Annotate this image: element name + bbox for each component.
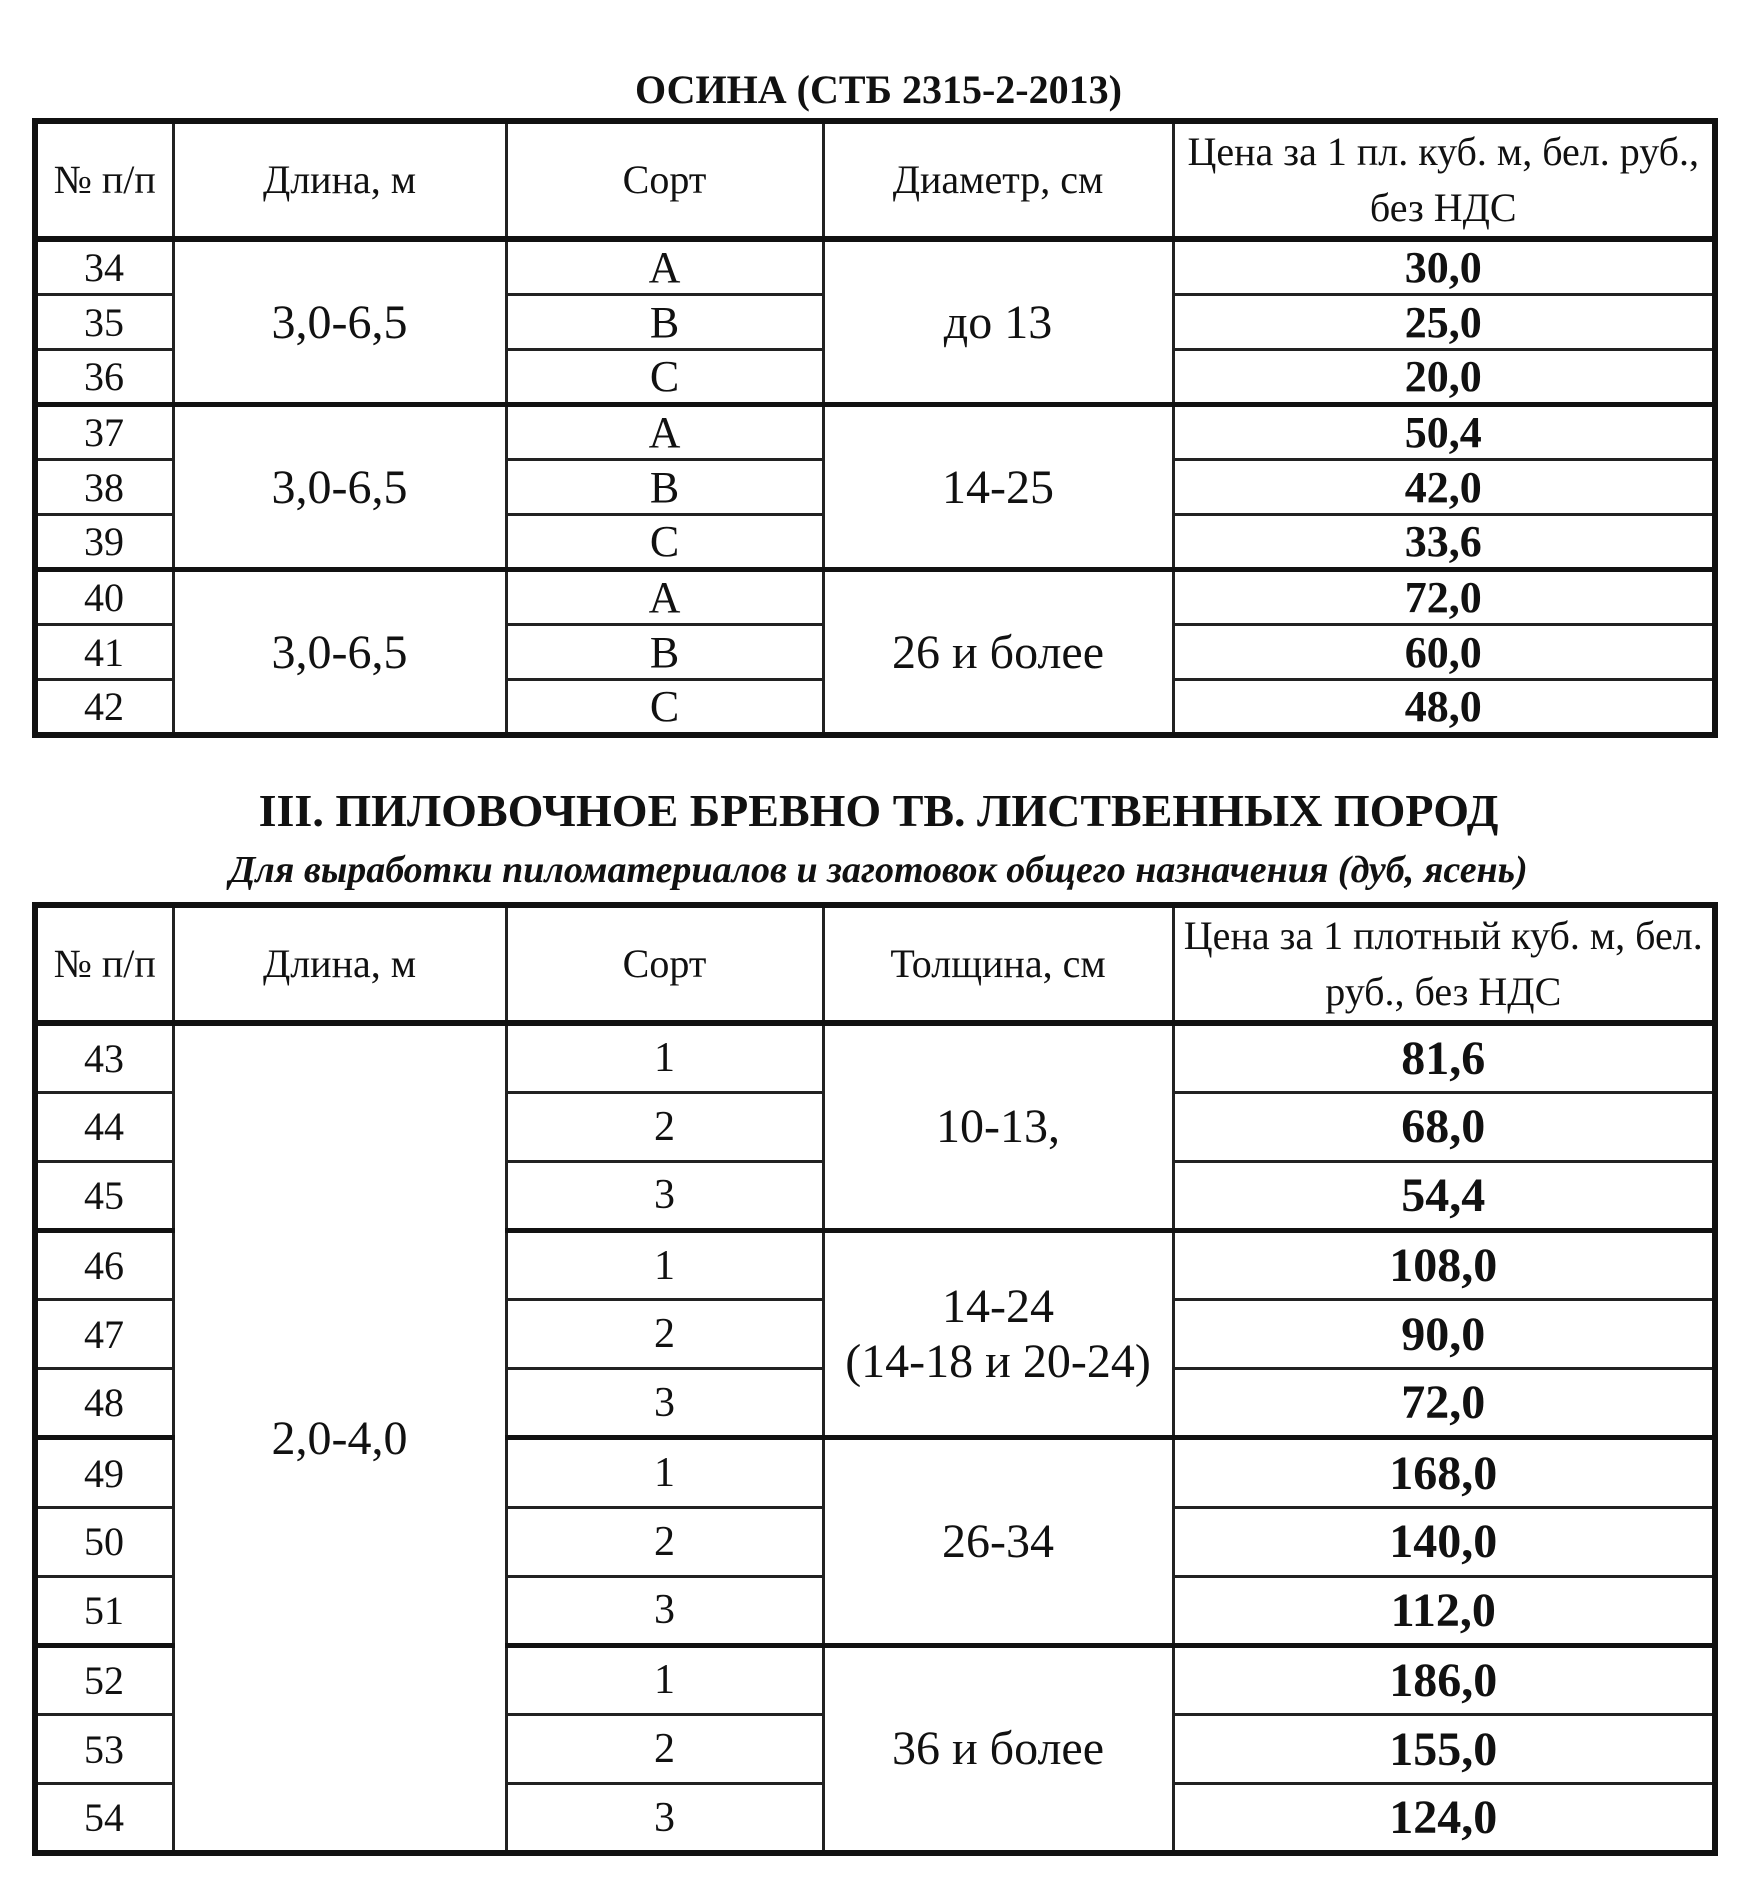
row-number: 42 <box>35 680 173 736</box>
diameter-cell: 14-25 <box>823 405 1173 570</box>
grade-cell: 1 <box>506 1645 823 1714</box>
row-number: 40 <box>35 570 173 625</box>
price-cell: 54,4 <box>1173 1161 1715 1230</box>
row-number: 34 <box>35 239 173 295</box>
header-diameter: Диаметр, см <box>823 121 1173 239</box>
diameter-cell: 26 и более <box>823 570 1173 736</box>
row-number: 45 <box>35 1161 173 1230</box>
thickness-subrange: (14-18 и 20-24) <box>845 1335 1151 1389</box>
price-cell: 72,0 <box>1173 1369 1715 1438</box>
header-num: № п/п <box>35 121 173 239</box>
price-cell: 30,0 <box>1173 239 1715 295</box>
price-cell: 186,0 <box>1173 1645 1715 1714</box>
grade-cell: B <box>506 625 823 680</box>
price-cell: 72,0 <box>1173 570 1715 625</box>
row-number: 37 <box>35 405 173 460</box>
grade-cell: C <box>506 515 823 570</box>
price-cell: 68,0 <box>1173 1092 1715 1161</box>
grade-cell: A <box>506 239 823 295</box>
grade-cell: C <box>506 350 823 405</box>
grade-cell: 2 <box>506 1092 823 1161</box>
row-number: 51 <box>35 1576 173 1645</box>
price-cell: 168,0 <box>1173 1438 1715 1507</box>
price-cell: 25,0 <box>1173 295 1715 350</box>
row-number: 35 <box>35 295 173 350</box>
header-price: Цена за 1 пл. куб. м, бел. руб., без НДС <box>1173 121 1715 239</box>
price-cell: 124,0 <box>1173 1784 1715 1853</box>
thickness-cell: 36 и более <box>823 1645 1173 1853</box>
price-cell: 108,0 <box>1173 1230 1715 1299</box>
grade-cell: A <box>506 405 823 460</box>
row-number: 36 <box>35 350 173 405</box>
header-grade: Сорт <box>506 905 823 1023</box>
hardwood-sawlog-price-table <box>32 902 1718 1856</box>
price-cell: 112,0 <box>1173 1576 1715 1645</box>
length-cell: 2,0-4,0 <box>173 1023 506 1853</box>
length-cell: 3,0-6,5 <box>173 405 506 570</box>
grade-cell: 2 <box>506 1300 823 1369</box>
row-number: 44 <box>35 1092 173 1161</box>
grade-cell: 2 <box>506 1715 823 1784</box>
grade-cell: B <box>506 295 823 350</box>
price-cell: 33,6 <box>1173 515 1715 570</box>
header-price: Цена за 1 плотный куб. м, бел. руб., без НДС <box>1173 905 1715 1023</box>
table-header-row <box>35 121 1715 239</box>
price-cell: 50,4 <box>1173 405 1715 460</box>
thickness-range: 14-24 <box>942 1280 1054 1334</box>
price-cell: 155,0 <box>1173 1715 1715 1784</box>
price-cell: 42,0 <box>1173 460 1715 515</box>
price-cell: 81,6 <box>1173 1023 1715 1092</box>
grade-cell: 1 <box>506 1023 823 1092</box>
table2-title: III. ПИЛОВОЧНОЕ БРЕВНО ТВ. ЛИСТВЕННЫХ ПОРОД <box>258 785 1499 836</box>
diameter-cell: до 13 <box>823 239 1173 405</box>
grade-cell: 1 <box>506 1438 823 1507</box>
grade-cell: C <box>506 680 823 736</box>
thickness-cell: 26-34 <box>823 1438 1173 1645</box>
grade-cell: 3 <box>506 1576 823 1645</box>
table-row <box>35 1023 1715 1092</box>
row-number: 49 <box>35 1438 173 1507</box>
grade-cell: A <box>506 570 823 625</box>
price-cell: 140,0 <box>1173 1507 1715 1576</box>
thickness-cell: 10-13, <box>823 1023 1173 1230</box>
header-length: Длина, м <box>173 121 506 239</box>
grade-cell: 3 <box>506 1369 823 1438</box>
price-cell: 20,0 <box>1173 350 1715 405</box>
row-number: 52 <box>35 1645 173 1714</box>
grade-cell: 3 <box>506 1784 823 1853</box>
price-cell: 48,0 <box>1173 680 1715 736</box>
price-cell: 60,0 <box>1173 625 1715 680</box>
table-row <box>35 570 1715 625</box>
length-cell: 3,0-6,5 <box>173 239 506 405</box>
row-number: 53 <box>35 1715 173 1784</box>
header-length: Длина, м <box>173 905 506 1023</box>
row-number: 50 <box>35 1507 173 1576</box>
grade-cell: B <box>506 460 823 515</box>
row-number: 48 <box>35 1369 173 1438</box>
header-num: № п/п <box>35 905 173 1023</box>
header-thickness: Толщина, см <box>823 905 1173 1023</box>
row-number: 38 <box>35 460 173 515</box>
table-header-row <box>35 905 1715 1023</box>
table-row <box>35 405 1715 460</box>
length-cell: 3,0-6,5 <box>173 570 506 736</box>
price-cell: 90,0 <box>1173 1300 1715 1369</box>
row-number: 39 <box>35 515 173 570</box>
table2-subtitle: Для выработки пиломатериалов и заготовок общего назначения (дуб, ясень) <box>229 849 1528 891</box>
aspen-price-table <box>32 118 1718 738</box>
table1-title: ОСИНА (СТБ 2315-2-2013) <box>635 67 1122 112</box>
header-grade: Сорт <box>506 121 823 239</box>
thickness-cell <box>823 1230 1173 1437</box>
grade-cell: 2 <box>506 1507 823 1576</box>
row-number: 47 <box>35 1300 173 1369</box>
grade-cell: 3 <box>506 1161 823 1230</box>
grade-cell: 1 <box>506 1230 823 1299</box>
row-number: 46 <box>35 1230 173 1299</box>
table-row <box>35 239 1715 295</box>
row-number: 54 <box>35 1784 173 1853</box>
row-number: 41 <box>35 625 173 680</box>
row-number: 43 <box>35 1023 173 1092</box>
